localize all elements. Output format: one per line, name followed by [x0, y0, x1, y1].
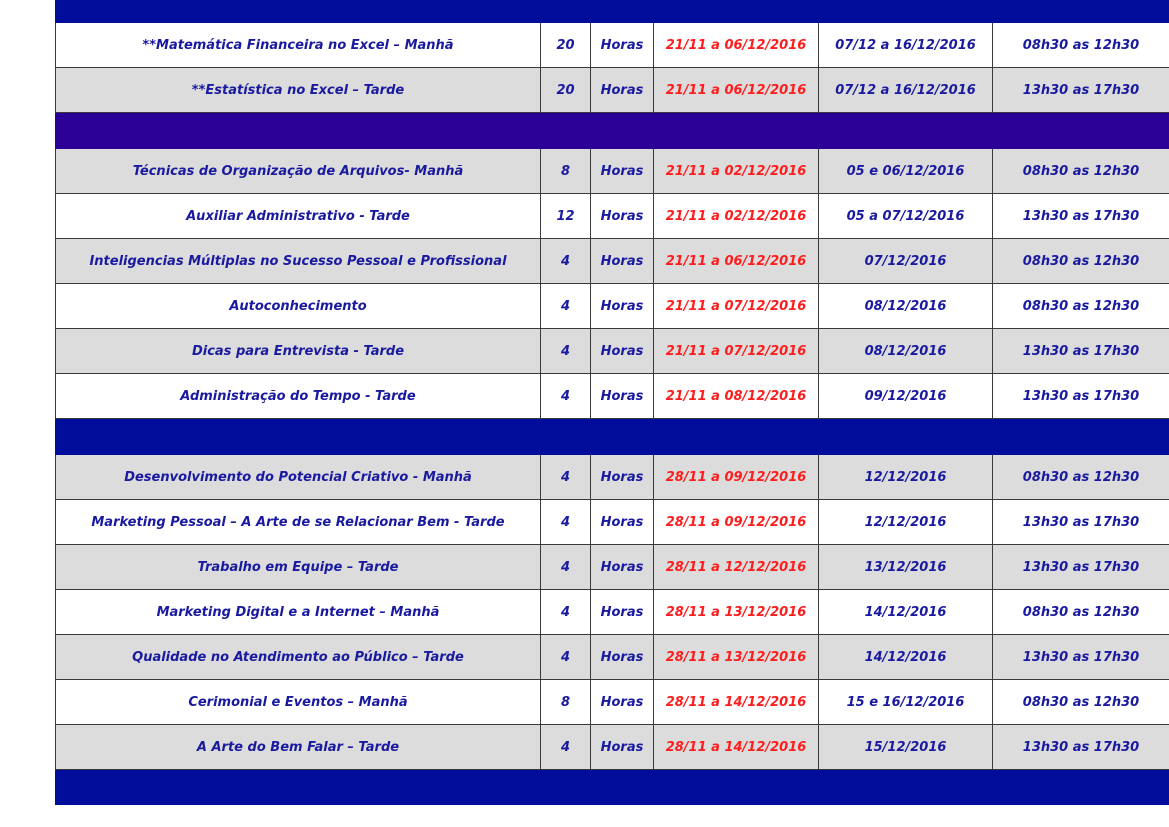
- hours-unit-cell: Horas: [591, 329, 654, 374]
- enrollment-period-cell: 28/11 a 14/12/2016: [654, 680, 819, 725]
- course-schedule-sheet: [55, 0, 1169, 805]
- course-time-cell: 08h30 as 12h30: [993, 455, 1169, 500]
- course-name-cell: **Estatística no Excel – Tarde: [56, 68, 541, 113]
- hours-unit-cell: Horas: [591, 239, 654, 284]
- course-name-cell: Dicas para Entrevista - Tarde: [56, 329, 541, 374]
- course-time-cell: 08h30 as 12h30: [993, 23, 1169, 68]
- table-row: [56, 590, 1169, 635]
- course-time-cell: 08h30 as 12h30: [993, 680, 1169, 725]
- section-header-bar: [56, 1, 1169, 23]
- course-time-cell: 08h30 as 12h30: [993, 239, 1169, 284]
- course-dates-cell: 08/12/2016: [819, 329, 993, 374]
- enrollment-period-cell: 28/11 a 09/12/2016: [654, 500, 819, 545]
- course-name-cell: Administração do Tempo - Tarde: [56, 374, 541, 419]
- enrollment-period-cell: 28/11 a 14/12/2016: [654, 725, 819, 770]
- course-dates-cell: 15/12/2016: [819, 725, 993, 770]
- table-row: [56, 374, 1169, 419]
- table-row: [56, 500, 1169, 545]
- course-dates-cell: 12/12/2016: [819, 500, 993, 545]
- course-dates-cell: 07/12 a 16/12/2016: [819, 23, 993, 68]
- course-name-cell: Cerimonial e Eventos – Manhã: [56, 680, 541, 725]
- hours-cell: 4: [541, 545, 591, 590]
- course-time-cell: 13h30 as 17h30: [993, 329, 1169, 374]
- hours-cell: 8: [541, 149, 591, 194]
- hours-unit-cell: Horas: [591, 284, 654, 329]
- course-time-cell: 13h30 as 17h30: [993, 635, 1169, 680]
- section-footer-bar: [56, 770, 1169, 805]
- hours-cell: 20: [541, 23, 591, 68]
- hours-cell: 4: [541, 329, 591, 374]
- hours-unit-cell: Horas: [591, 68, 654, 113]
- table-row: [56, 725, 1169, 770]
- course-name-cell: Autoconhecimento: [56, 284, 541, 329]
- course-time-cell: 08h30 as 12h30: [993, 149, 1169, 194]
- course-dates-cell: 15 e 16/12/2016: [819, 680, 993, 725]
- hours-unit-cell: Horas: [591, 500, 654, 545]
- hours-unit-cell: Horas: [591, 23, 654, 68]
- course-name-cell: Inteligencias Múltiplas no Sucesso Pessoal e Profissional: [56, 239, 541, 284]
- course-dates-cell: 12/12/2016: [819, 455, 993, 500]
- course-time-cell: 08h30 as 12h30: [993, 284, 1169, 329]
- enrollment-period-cell: 21/11 a 07/12/2016: [654, 284, 819, 329]
- course-dates-cell: 07/12 a 16/12/2016: [819, 68, 993, 113]
- enrollment-period-cell: 28/11 a 13/12/2016: [654, 635, 819, 680]
- course-time-cell: 13h30 as 17h30: [993, 725, 1169, 770]
- hours-unit-cell: Horas: [591, 545, 654, 590]
- hours-cell: 8: [541, 680, 591, 725]
- table-row: [56, 149, 1169, 194]
- hours-cell: 4: [541, 455, 591, 500]
- hours-cell: 4: [541, 284, 591, 329]
- course-name-cell: Técnicas de Organização de Arquivos- Manhã: [56, 149, 541, 194]
- enrollment-period-cell: 21/11 a 02/12/2016: [654, 149, 819, 194]
- course-name-cell: A Arte do Bem Falar – Tarde: [56, 725, 541, 770]
- table-row: [56, 635, 1169, 680]
- section-divider-bar: [56, 419, 1169, 455]
- enrollment-period-cell: 21/11 a 06/12/2016: [654, 239, 819, 284]
- hours-cell: 20: [541, 68, 591, 113]
- course-time-cell: 13h30 as 17h30: [993, 374, 1169, 419]
- course-name-cell: Marketing Pessoal – A Arte de se Relacionar Bem - Tarde: [56, 500, 541, 545]
- hours-cell: 4: [541, 725, 591, 770]
- hours-unit-cell: Horas: [591, 374, 654, 419]
- hours-unit-cell: Horas: [591, 149, 654, 194]
- course-time-cell: 13h30 as 17h30: [993, 500, 1169, 545]
- course-dates-cell: 05 e 06/12/2016: [819, 149, 993, 194]
- table-row: [56, 455, 1169, 500]
- hours-unit-cell: Horas: [591, 194, 654, 239]
- hours-unit-cell: Horas: [591, 635, 654, 680]
- hours-unit-cell: Horas: [591, 590, 654, 635]
- table-row: [56, 329, 1169, 374]
- hours-unit-cell: Horas: [591, 680, 654, 725]
- hours-cell: 4: [541, 374, 591, 419]
- enrollment-period-cell: 28/11 a 13/12/2016: [654, 590, 819, 635]
- table-row: [56, 545, 1169, 590]
- enrollment-period-cell: 21/11 a 02/12/2016: [654, 194, 819, 239]
- enrollment-period-cell: 21/11 a 06/12/2016: [654, 68, 819, 113]
- course-time-cell: 08h30 as 12h30: [993, 590, 1169, 635]
- course-schedule-table: [55, 0, 1169, 805]
- table-row: [56, 68, 1169, 113]
- course-dates-cell: 14/12/2016: [819, 635, 993, 680]
- hours-unit-cell: Horas: [591, 725, 654, 770]
- course-time-cell: 13h30 as 17h30: [993, 545, 1169, 590]
- hours-cell: 12: [541, 194, 591, 239]
- hours-cell: 4: [541, 635, 591, 680]
- enrollment-period-cell: 28/11 a 12/12/2016: [654, 545, 819, 590]
- course-name-cell: Auxiliar Administrativo - Tarde: [56, 194, 541, 239]
- course-time-cell: 13h30 as 17h30: [993, 68, 1169, 113]
- course-dates-cell: 08/12/2016: [819, 284, 993, 329]
- course-name-cell: Marketing Digital e a Internet – Manhã: [56, 590, 541, 635]
- hours-cell: 4: [541, 590, 591, 635]
- hours-cell: 4: [541, 239, 591, 284]
- table-row: [56, 194, 1169, 239]
- hours-unit-cell: Horas: [591, 455, 654, 500]
- course-dates-cell: 13/12/2016: [819, 545, 993, 590]
- course-name-cell: Trabalho em Equipe – Tarde: [56, 545, 541, 590]
- course-dates-cell: 07/12/2016: [819, 239, 993, 284]
- section-divider-bar: [56, 113, 1169, 149]
- enrollment-period-cell: 21/11 a 06/12/2016: [654, 23, 819, 68]
- course-time-cell: 13h30 as 17h30: [993, 194, 1169, 239]
- course-dates-cell: 05 a 07/12/2016: [819, 194, 993, 239]
- enrollment-period-cell: 28/11 a 09/12/2016: [654, 455, 819, 500]
- course-dates-cell: 14/12/2016: [819, 590, 993, 635]
- course-dates-cell: 09/12/2016: [819, 374, 993, 419]
- table-row: [56, 239, 1169, 284]
- table-row: [56, 284, 1169, 329]
- table-row: [56, 23, 1169, 68]
- hours-cell: 4: [541, 500, 591, 545]
- course-name-cell: **Matemática Financeira no Excel – Manhã: [56, 23, 541, 68]
- enrollment-period-cell: 21/11 a 07/12/2016: [654, 329, 819, 374]
- course-name-cell: Qualidade no Atendimento ao Público – Tarde: [56, 635, 541, 680]
- enrollment-period-cell: 21/11 a 08/12/2016: [654, 374, 819, 419]
- course-name-cell: Desenvolvimento do Potencial Criativo - Manhã: [56, 455, 541, 500]
- table-row: [56, 680, 1169, 725]
